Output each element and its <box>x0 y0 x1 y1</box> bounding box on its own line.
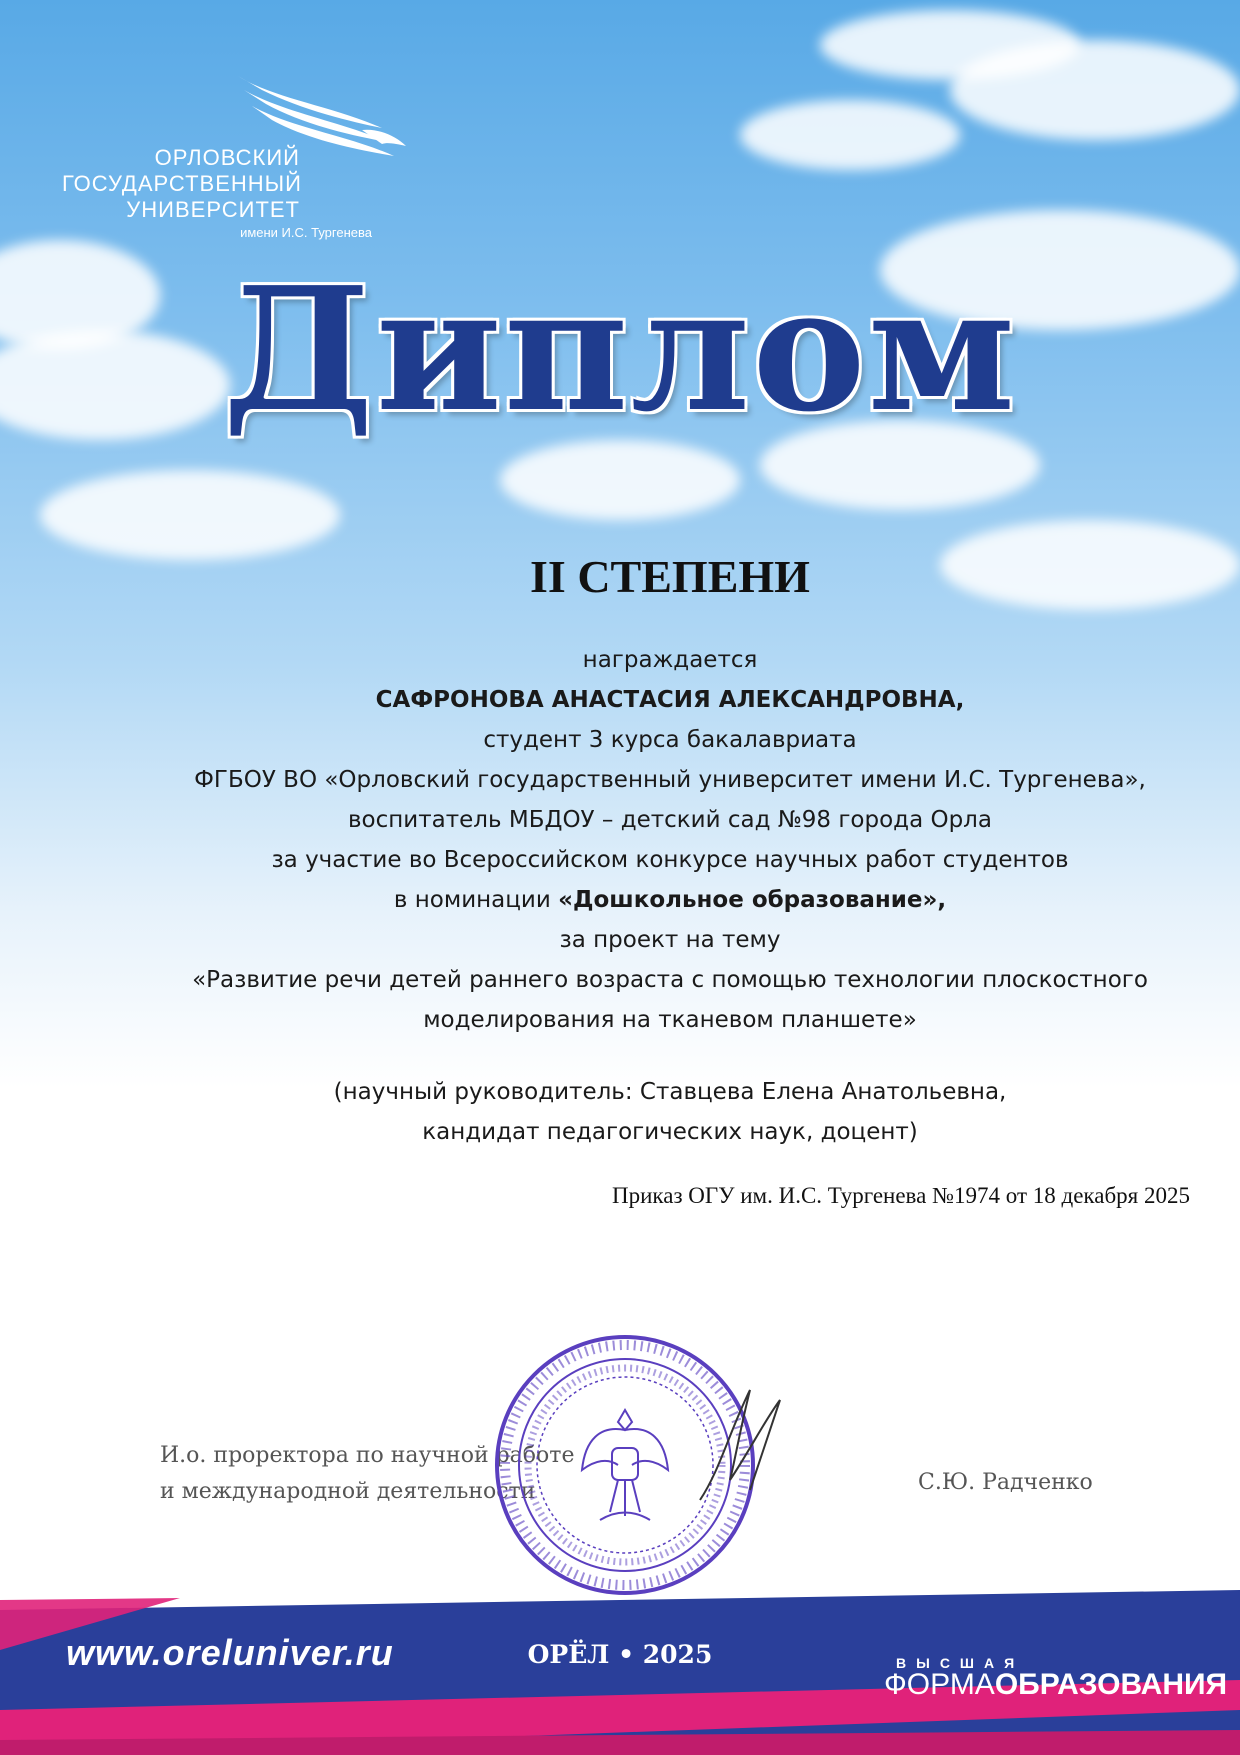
award-text <box>100 640 1240 1152</box>
website-link[interactable]: www.oreluniver.ru <box>66 1632 394 1673</box>
awarded-line: награждается <box>582 647 758 673</box>
nomination: «Дошкольное образование», <box>558 887 947 913</box>
degree: II СТЕПЕНИ <box>530 551 810 602</box>
logo-line: ГОСУДАРСТВЕННЫЙ <box>62 171 302 196</box>
university-subtitle: имени И.С. Тургенева <box>240 225 372 240</box>
brand-top: ВЫСШАЯ <box>896 1655 1025 1671</box>
cloud <box>950 40 1240 140</box>
signature <box>680 1370 790 1510</box>
nomination-prefix: в номинации <box>393 887 559 913</box>
eagle-emblem-icon <box>582 1410 668 1520</box>
project-intro: за проект на тему <box>559 927 781 953</box>
cloud <box>500 440 740 520</box>
brand-logo <box>884 1668 1227 1702</box>
signatory-name: С.Ю. Радченко <box>918 1470 1093 1495</box>
brand-bold: ОБРАЗОВАНИЯ <box>994 1668 1228 1701</box>
order-reference: Приказ ОГУ им. И.С. Тургенева №1974 от 18 декабря 2025 <box>612 1183 1190 1208</box>
nomination-line <box>100 880 1240 920</box>
project-title-line: моделирования на тканевом планшете» <box>423 1007 917 1033</box>
project-title-line: «Развитие речи детей раннего возраста с помощью технологии плоскостного <box>192 967 1148 993</box>
city-year: ОРЁЛ • 2025 <box>527 1640 713 1669</box>
logo-line: УНИВЕРСИТЕТ <box>126 197 300 222</box>
university-name <box>62 145 300 223</box>
university-line: ФГБОУ ВО «Орловский государственный университет имени И.С. Тургенева», <box>194 767 1146 793</box>
university-logo <box>62 70 372 250</box>
supervisor-line: кандидат педагогических наук, доцент) <box>422 1119 918 1145</box>
logo-line: ОРЛОВСКИЙ <box>154 145 300 170</box>
reason-line: за участие во Всероссийском конкурсе научных работ студентов <box>271 847 1069 873</box>
signatory-title-line: и международной деятельности <box>160 1479 536 1504</box>
course-line: студент 3 курса бакалавриата <box>483 727 857 753</box>
cloud <box>740 100 960 170</box>
diploma-title: Диплом <box>222 250 1018 450</box>
recipient-name: САФРОНОВА АНАСТАСИЯ АЛЕКСАНДРОВНА, <box>375 687 965 713</box>
job-line: воспитатель МБДОУ – детский сад №98 города Орла <box>348 807 992 833</box>
signatory-title-line: И.о. проректора по научной работе <box>160 1443 575 1468</box>
brand-thin: ФОРМА <box>884 1668 995 1701</box>
cloud <box>40 470 340 560</box>
supervisor-line: (научный руководитель: Ставцева Елена Анатольевна, <box>333 1079 1007 1105</box>
